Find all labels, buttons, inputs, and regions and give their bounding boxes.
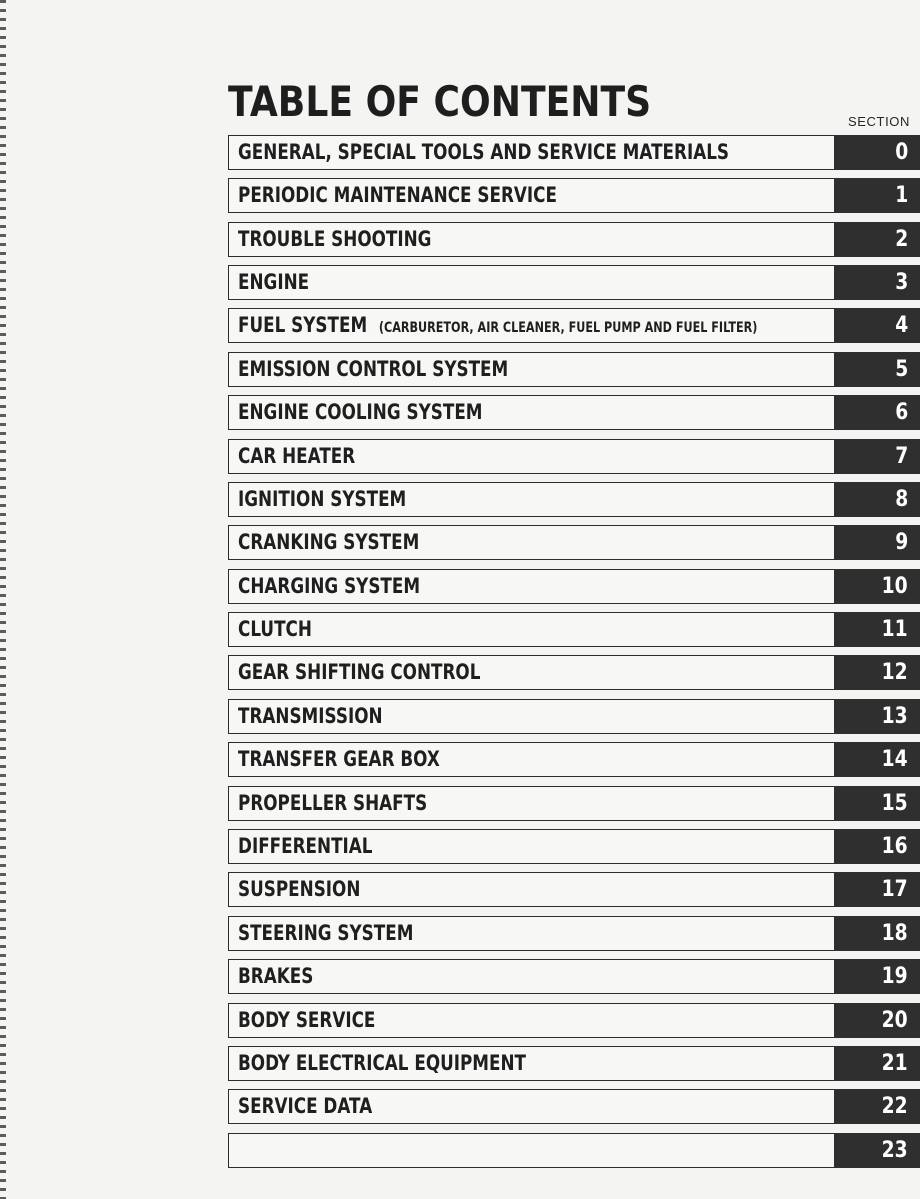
section-number: 19 [881, 964, 908, 989]
toc-label: STEERING SYSTEM [238, 921, 414, 945]
section-number-tab[interactable] [834, 1046, 920, 1081]
toc-label: TROUBLE SHOOTING [238, 227, 432, 251]
toc-entry-transmission[interactable] [228, 699, 920, 734]
section-number: 18 [881, 921, 908, 946]
section-number-tab[interactable] [834, 569, 920, 604]
toc-label: BODY SERVICE [238, 1008, 376, 1032]
toc-label-box [228, 395, 836, 430]
section-number-tab[interactable] [834, 872, 920, 907]
section-column-header: SECTION [848, 114, 910, 129]
toc-entry-emission-control[interactable] [228, 352, 920, 387]
section-number: 21 [881, 1051, 908, 1076]
toc-entry-car-heater[interactable] [228, 439, 920, 474]
toc-entry-steering[interactable] [228, 916, 920, 951]
section-number-tab[interactable] [834, 786, 920, 821]
toc-label: PROPELLER SHAFTS [238, 791, 428, 815]
toc-label: BODY ELECTRICAL EQUIPMENT [238, 1051, 527, 1075]
toc-entry-suspension[interactable] [228, 872, 920, 907]
toc-label-box [228, 1046, 836, 1081]
section-number: 6 [894, 400, 908, 425]
toc-label-main: FUEL SYSTEM [238, 313, 368, 337]
section-number-tab[interactable] [834, 916, 920, 951]
toc-entry-general[interactable] [228, 135, 920, 170]
section-number-tab[interactable] [834, 482, 920, 517]
toc-label-box [228, 1003, 836, 1038]
section-number: 20 [881, 1008, 908, 1033]
toc-label-box [228, 612, 836, 647]
section-number: 9 [894, 530, 908, 555]
toc-label-box [228, 308, 836, 343]
section-number: 13 [881, 704, 908, 729]
toc-entry-trouble-shooting[interactable] [228, 222, 920, 257]
section-number: 1 [894, 183, 908, 208]
toc-label: SERVICE DATA [238, 1094, 373, 1118]
section-number-tab[interactable] [834, 352, 920, 387]
toc-label: PERIODIC MAINTENANCE SERVICE [238, 183, 557, 207]
section-number-tab[interactable] [834, 699, 920, 734]
section-number: 2 [894, 227, 908, 252]
toc-entry-engine[interactable] [228, 265, 920, 300]
toc-label: ENGINE [238, 270, 310, 294]
section-number: 22 [881, 1094, 908, 1119]
section-number: 5 [894, 357, 908, 382]
section-number: 10 [881, 574, 908, 599]
toc-label-box [228, 959, 836, 994]
toc-label-box [228, 655, 836, 690]
section-number: 4 [894, 313, 908, 338]
toc-label-box [228, 742, 836, 777]
section-number-tab[interactable] [834, 829, 920, 864]
toc-entry-clutch[interactable] [228, 612, 920, 647]
section-number: 14 [881, 747, 908, 772]
toc-entry-transfer-gear-box[interactable] [228, 742, 920, 777]
section-number-tab[interactable] [834, 612, 920, 647]
toc-label-box [228, 829, 836, 864]
section-number-tab[interactable] [834, 1089, 920, 1124]
section-number-tab[interactable] [834, 265, 920, 300]
toc-label: EMISSION CONTROL SYSTEM [238, 357, 509, 381]
section-number-tab[interactable] [834, 1003, 920, 1038]
toc-label: SUSPENSION [238, 877, 361, 901]
toc-entry-brakes[interactable] [228, 959, 920, 994]
toc-label-box [228, 525, 836, 560]
toc-label: CRANKING SYSTEM [238, 530, 420, 554]
toc-entry-differential[interactable] [228, 829, 920, 864]
toc-entry-service-data[interactable] [228, 1089, 920, 1124]
section-number: 0 [894, 140, 908, 165]
toc-label-box [228, 699, 836, 734]
section-number-tab[interactable] [834, 655, 920, 690]
section-number-tab[interactable] [834, 308, 920, 343]
section-number: 8 [894, 487, 908, 512]
toc-label-box [228, 178, 836, 213]
toc-label-box [228, 135, 836, 170]
toc-label-box [228, 1089, 836, 1124]
toc-label-detail: (CARBURETOR, AIR CLEANER, FUEL PUMP AND FUEL FILTER) [378, 320, 758, 336]
toc-label: BRAKES [238, 964, 314, 988]
section-number: 23 [881, 1138, 908, 1163]
toc-entry-propeller-shafts[interactable] [228, 786, 920, 821]
section-number: 3 [894, 270, 908, 295]
section-number: 17 [881, 877, 908, 902]
toc-label: GENERAL, SPECIAL TOOLS AND SERVICE MATERIALS [238, 140, 729, 164]
toc-label-box [228, 222, 836, 257]
toc-label-box [228, 1133, 836, 1168]
section-number: 15 [881, 791, 908, 816]
toc-label: CHARGING SYSTEM [238, 574, 421, 598]
section-number-tab[interactable] [834, 395, 920, 430]
toc-label: GEAR SHIFTING CONTROL [238, 660, 481, 684]
section-number-tab[interactable] [834, 439, 920, 474]
section-number-tab[interactable] [834, 178, 920, 213]
toc-label-box [228, 916, 836, 951]
section-number-tab[interactable] [834, 222, 920, 257]
section-number-tab[interactable] [834, 1133, 920, 1168]
toc-label-box [228, 265, 836, 300]
toc-label-box [228, 439, 836, 474]
toc-entry-charging[interactable] [228, 569, 920, 604]
section-number-tab[interactable] [834, 135, 920, 170]
toc-entry-gear-shifting[interactable] [228, 655, 920, 690]
section-number-tab[interactable] [834, 742, 920, 777]
toc-label-box [228, 872, 836, 907]
toc-label: CAR HEATER [238, 444, 356, 468]
toc-entry-periodic-maintenance[interactable] [228, 178, 920, 213]
toc-label [238, 309, 757, 343]
section-number: 7 [894, 444, 908, 469]
toc-label: TRANSMISSION [238, 704, 383, 728]
section-number-tab[interactable] [834, 959, 920, 994]
toc-entry-body-electrical[interactable] [228, 1046, 920, 1081]
toc-entry-body-service[interactable] [228, 1003, 920, 1038]
toc-label: TRANSFER GEAR BOX [238, 747, 440, 771]
toc-label-box [228, 352, 836, 387]
toc-entry-engine-cooling[interactable] [228, 395, 920, 430]
toc-entry-cranking[interactable] [228, 525, 920, 560]
section-number: 12 [881, 660, 908, 685]
toc-label: ENGINE COOLING SYSTEM [238, 400, 483, 424]
toc-label-box [228, 569, 836, 604]
section-number-tab[interactable] [834, 525, 920, 560]
section-number: 11 [881, 617, 908, 642]
toc-label: DIFFERENTIAL [238, 834, 373, 858]
section-number: 16 [881, 834, 908, 859]
toc-label-box [228, 786, 836, 821]
toc-label: CLUTCH [238, 617, 312, 641]
toc-label: IGNITION SYSTEM [238, 487, 407, 511]
toc-entry-fuel-system[interactable] [228, 308, 920, 343]
toc-label-box [228, 482, 836, 517]
page-title: TABLE OF CONTENTS [228, 77, 652, 126]
toc-entry-ignition[interactable] [228, 482, 920, 517]
toc-entry-blank[interactable] [228, 1133, 920, 1168]
